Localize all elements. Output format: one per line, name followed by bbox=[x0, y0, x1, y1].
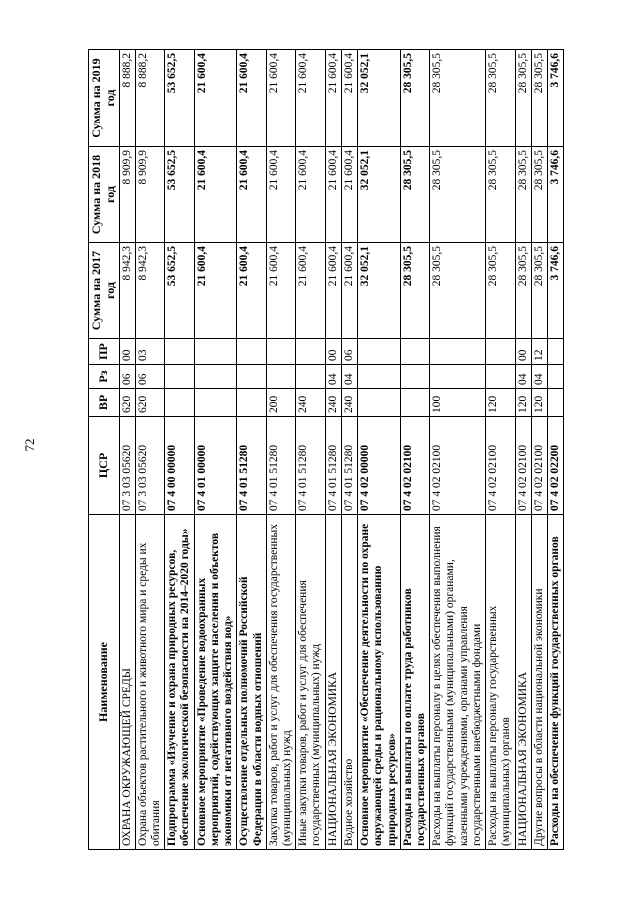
cell-rz bbox=[400, 365, 429, 389]
cell-vr: 100 bbox=[430, 389, 486, 417]
cell-name: Расходы на выплаты персоналу государственных (муниципальных) органов bbox=[486, 515, 515, 850]
table-row bbox=[341, 50, 357, 850]
cell-sum-2018: 21 600,4 bbox=[296, 147, 325, 243]
cell-pr: 00 bbox=[119, 339, 135, 365]
cell-csr: 07 4 02 02100 bbox=[486, 417, 515, 515]
cell-sum-2017: 28 305,5 bbox=[430, 243, 486, 339]
table-row bbox=[430, 50, 486, 850]
cell-rz bbox=[194, 365, 237, 389]
cell-name: Основное мероприятие «Проведение водоохранных мероприятий, содействующих защите населения и объектов экономики от негативного воздействия вод» bbox=[194, 515, 237, 850]
cell-sum-2018: 8 909,9 bbox=[119, 147, 135, 243]
cell-sum-2019: 21 600,4 bbox=[325, 50, 341, 147]
cell-sum-2019: 28 305,5 bbox=[531, 50, 547, 147]
cell-sum-2019: 28 305,5 bbox=[515, 50, 531, 147]
cell-sum-2018: 3 746,6 bbox=[547, 147, 563, 243]
cell-name: Водное хозяйство bbox=[341, 515, 357, 850]
cell-vr: 620 bbox=[119, 389, 135, 417]
cell-name: Иные закупки товаров, работ и услуг для обеспечения государственных (муниципальных) нужд bbox=[296, 515, 325, 850]
table-row bbox=[266, 50, 295, 850]
cell-vr bbox=[358, 389, 401, 417]
cell-csr: 07 4 02 02100 bbox=[531, 417, 547, 515]
cell-sum-2019: 28 305,5 bbox=[400, 50, 429, 147]
cell-name: Подпрограмма «Изучение и охрана природных ресурсов, обеспечение экологической безопасности на 2014–2020 годы» bbox=[165, 515, 194, 850]
cell-sum-2018: 53 652,5 bbox=[165, 147, 194, 243]
cell-name: Расходы на обеспечение функций государственных органов bbox=[547, 515, 563, 850]
cell-sum-2018: 28 305,5 bbox=[531, 147, 547, 243]
cell-pr: 00 bbox=[325, 339, 341, 365]
table-row bbox=[515, 50, 531, 850]
cell-pr bbox=[358, 339, 401, 365]
cell-sum-2018: 28 305,5 bbox=[486, 147, 515, 243]
cell-vr: 120 bbox=[531, 389, 547, 417]
table-row bbox=[358, 50, 401, 850]
cell-pr bbox=[165, 339, 194, 365]
cell-rz bbox=[165, 365, 194, 389]
header-sum-2018: Сумма на 2018 год bbox=[89, 147, 120, 243]
cell-vr: 200 bbox=[266, 389, 295, 417]
cell-rz bbox=[237, 365, 266, 389]
cell-vr: 240 bbox=[341, 389, 357, 417]
table-body bbox=[119, 50, 564, 850]
cell-sum-2017: 8 942,3 bbox=[135, 243, 164, 339]
cell-sum-2019: 53 652,5 bbox=[165, 50, 194, 147]
cell-csr: 07 4 02 02200 bbox=[547, 417, 563, 515]
cell-sum-2017: 28 305,5 bbox=[486, 243, 515, 339]
cell-vr bbox=[547, 389, 563, 417]
cell-sum-2018: 21 600,4 bbox=[194, 147, 237, 243]
cell-name: ОХРАНА ОКРУЖАЮЩЕЙ СРЕДЫ bbox=[119, 515, 135, 850]
budget-table-container bbox=[88, 50, 561, 850]
cell-sum-2018: 21 600,4 bbox=[341, 147, 357, 243]
cell-rz bbox=[486, 365, 515, 389]
cell-sum-2019: 8 888,2 bbox=[135, 50, 164, 147]
cell-pr bbox=[430, 339, 486, 365]
cell-csr: 07 4 00 00000 bbox=[165, 417, 194, 515]
cell-name: Охрана объектов растительного и животного мира и среды их обитания bbox=[135, 515, 164, 850]
cell-sum-2018: 8 909,9 bbox=[135, 147, 164, 243]
header-pr: ПР bbox=[89, 339, 120, 365]
header-rz: Рз bbox=[89, 365, 120, 389]
cell-vr bbox=[194, 389, 237, 417]
cell-sum-2019: 3 746,6 bbox=[547, 50, 563, 147]
cell-sum-2018: 28 305,5 bbox=[430, 147, 486, 243]
cell-sum-2019: 8 888,2 bbox=[119, 50, 135, 147]
cell-sum-2018: 21 600,4 bbox=[266, 147, 295, 243]
cell-sum-2017: 28 305,5 bbox=[515, 243, 531, 339]
cell-sum-2017: 21 600,4 bbox=[296, 243, 325, 339]
cell-sum-2017: 21 600,4 bbox=[341, 243, 357, 339]
cell-name: Закупка товаров, работ и услуг для обеспечения государственных (муниципальных) нужд bbox=[266, 515, 295, 850]
cell-csr: 07 4 02 02100 bbox=[400, 417, 429, 515]
cell-sum-2019: 21 600,4 bbox=[266, 50, 295, 147]
cell-name: Расходы на выплаты по оплате труда работников государственных органов bbox=[400, 515, 429, 850]
cell-name: Осуществление отдельных полномочий Российской Федерации в области водных отношений bbox=[237, 515, 266, 850]
cell-sum-2019: 28 305,5 bbox=[430, 50, 486, 147]
table-row bbox=[486, 50, 515, 850]
cell-rz bbox=[430, 365, 486, 389]
cell-vr bbox=[237, 389, 266, 417]
cell-name: Расходы на выплаты персоналу в целях обеспечения выполнения функций государственными (муниципальными) органами, казенными учреждениями, органами управления государственными внебюджетными фондами bbox=[430, 515, 486, 850]
cell-pr: 12 bbox=[531, 339, 547, 365]
cell-rz bbox=[296, 365, 325, 389]
cell-sum-2018: 28 305,5 bbox=[515, 147, 531, 243]
cell-rz bbox=[358, 365, 401, 389]
table-row bbox=[296, 50, 325, 850]
cell-pr bbox=[296, 339, 325, 365]
header-csr: ЦСР bbox=[89, 417, 120, 515]
cell-vr: 120 bbox=[515, 389, 531, 417]
cell-csr: 07 4 01 51280 bbox=[237, 417, 266, 515]
cell-name: Основное мероприятие «Обеспечение деятельности по охране окружающей среды и рациональному использованию природных ресурсов» bbox=[358, 515, 401, 850]
cell-vr: 620 bbox=[135, 389, 164, 417]
header-sum-2017: Сумма на 2017 год bbox=[89, 243, 120, 339]
page-number-wrap bbox=[22, 415, 38, 475]
cell-pr: 00 bbox=[515, 339, 531, 365]
header-name: Наименование bbox=[89, 515, 120, 850]
cell-csr: 07 4 01 51280 bbox=[296, 417, 325, 515]
cell-sum-2017: 3 746,6 bbox=[547, 243, 563, 339]
table-row bbox=[400, 50, 429, 850]
cell-name: НАЦИОНАЛЬНАЯ ЭКОНОМИКА bbox=[325, 515, 341, 850]
cell-pr: 06 bbox=[341, 339, 357, 365]
cell-csr: 07 4 01 00000 bbox=[194, 417, 237, 515]
cell-vr: 120 bbox=[486, 389, 515, 417]
cell-sum-2017: 28 305,5 bbox=[531, 243, 547, 339]
page-number: 72 bbox=[22, 438, 37, 452]
cell-pr bbox=[547, 339, 563, 365]
cell-pr bbox=[400, 339, 429, 365]
table-row bbox=[325, 50, 341, 850]
cell-sum-2017: 21 600,4 bbox=[194, 243, 237, 339]
cell-rz: 04 bbox=[531, 365, 547, 389]
cell-csr: 07 3 03 05620 bbox=[135, 417, 164, 515]
cell-sum-2019: 21 600,4 bbox=[194, 50, 237, 147]
cell-sum-2019: 21 600,4 bbox=[341, 50, 357, 147]
cell-sum-2018: 21 600,4 bbox=[237, 147, 266, 243]
cell-sum-2017: 28 305,5 bbox=[400, 243, 429, 339]
cell-pr bbox=[194, 339, 237, 365]
table-row bbox=[119, 50, 135, 850]
cell-pr bbox=[486, 339, 515, 365]
table-row bbox=[237, 50, 266, 850]
cell-rz: 04 bbox=[341, 365, 357, 389]
cell-sum-2019: 21 600,4 bbox=[237, 50, 266, 147]
table-row bbox=[531, 50, 547, 850]
cell-sum-2018: 21 600,4 bbox=[325, 147, 341, 243]
cell-sum-2019: 32 052,1 bbox=[358, 50, 401, 147]
cell-name: Другие вопросы в области национальной экономики bbox=[531, 515, 547, 850]
cell-sum-2017: 53 652,5 bbox=[165, 243, 194, 339]
table-header-row bbox=[89, 50, 120, 850]
table-row bbox=[165, 50, 194, 850]
cell-sum-2018: 28 305,5 bbox=[400, 147, 429, 243]
cell-pr: 03 bbox=[135, 339, 164, 365]
cell-csr: 07 4 01 51280 bbox=[266, 417, 295, 515]
table-row bbox=[194, 50, 237, 850]
cell-sum-2017: 32 052,1 bbox=[358, 243, 401, 339]
cell-rz: 04 bbox=[325, 365, 341, 389]
cell-rz: 06 bbox=[135, 365, 164, 389]
cell-csr: 07 4 02 00000 bbox=[358, 417, 401, 515]
header-sum-2019: Сумма на 2019 год bbox=[89, 50, 120, 147]
cell-rz: 04 bbox=[515, 365, 531, 389]
cell-sum-2017: 21 600,4 bbox=[237, 243, 266, 339]
cell-sum-2019: 21 600,4 bbox=[296, 50, 325, 147]
cell-csr: 07 3 03 05620 bbox=[119, 417, 135, 515]
cell-vr: 240 bbox=[296, 389, 325, 417]
table-row bbox=[135, 50, 164, 850]
cell-csr: 07 4 01 51280 bbox=[325, 417, 341, 515]
cell-vr bbox=[400, 389, 429, 417]
cell-vr: 240 bbox=[325, 389, 341, 417]
cell-vr bbox=[165, 389, 194, 417]
cell-rz bbox=[547, 365, 563, 389]
cell-name: НАЦИОНАЛЬНАЯ ЭКОНОМИКА bbox=[515, 515, 531, 850]
table-row bbox=[547, 50, 563, 850]
cell-sum-2018: 32 052,1 bbox=[358, 147, 401, 243]
header-vr: ВР bbox=[89, 389, 120, 417]
cell-rz bbox=[266, 365, 295, 389]
cell-sum-2019: 28 305,5 bbox=[486, 50, 515, 147]
cell-csr: 07 4 02 02100 bbox=[430, 417, 486, 515]
cell-rz: 06 bbox=[119, 365, 135, 389]
cell-pr bbox=[237, 339, 266, 365]
cell-csr: 07 4 02 02100 bbox=[515, 417, 531, 515]
cell-pr bbox=[266, 339, 295, 365]
cell-sum-2017: 21 600,4 bbox=[266, 243, 295, 339]
budget-table bbox=[88, 49, 564, 850]
cell-sum-2017: 8 942,3 bbox=[119, 243, 135, 339]
cell-sum-2017: 21 600,4 bbox=[325, 243, 341, 339]
cell-csr: 07 4 01 51280 bbox=[341, 417, 357, 515]
